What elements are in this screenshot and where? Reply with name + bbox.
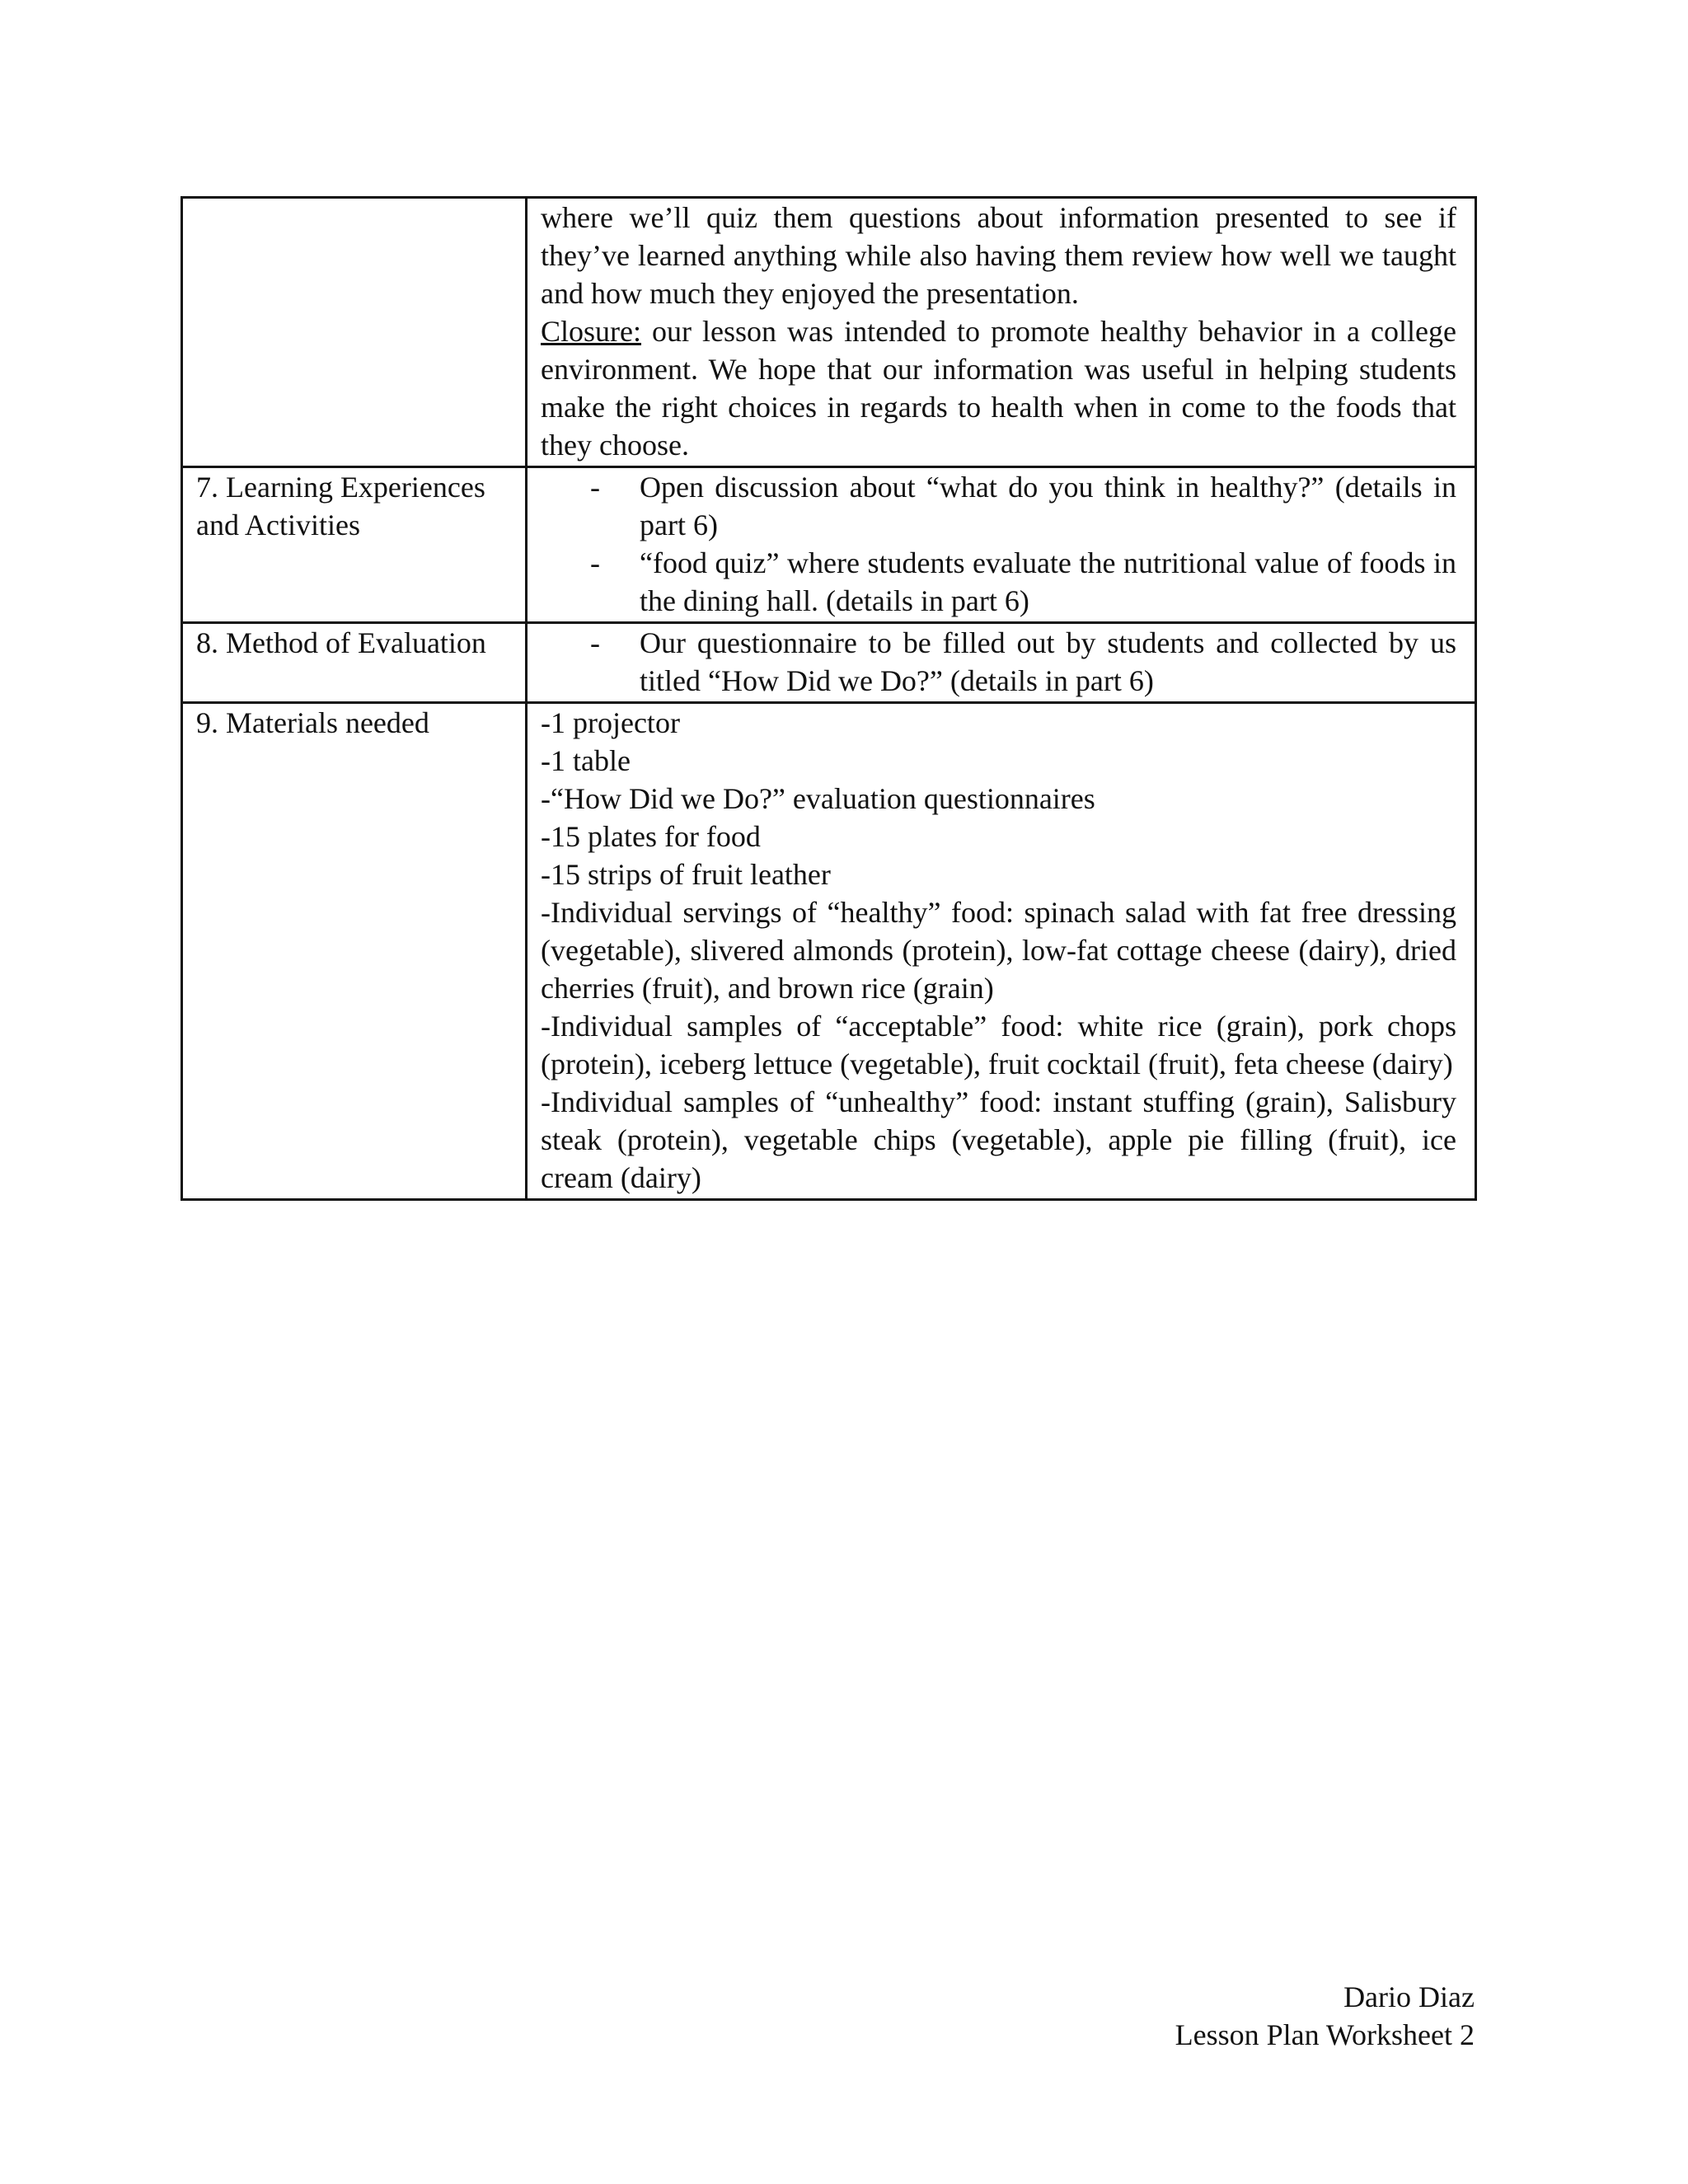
row-content-cell [527, 623, 1476, 703]
list-item [541, 624, 1456, 700]
evaluation-intro-text: where we’ll quiz them questions about information presented to see if they’ve learned anything while also having them review how well we taught and how much they enjoyed the presentation. [541, 201, 1456, 310]
list-item-text: “food quiz” where students evaluate the nutritional value of foods in the dining hall. (details in part 6) [640, 546, 1456, 617]
lesson-plan-table [181, 196, 1477, 1201]
material-line: -“How Did we Do?” evaluation questionnaires [541, 782, 1095, 815]
closure-text: our lesson was intended to promote healthy behavior in a college environment. We hope that our information was useful in helping students make the right choices in regards to health when in come to the foods that they choose. [541, 315, 1456, 462]
table-row-method-of-evaluation [182, 623, 1476, 703]
material-line: -1 table [541, 744, 631, 777]
footer-author: Dario Diaz [1343, 1980, 1475, 2013]
list-item-text: Open discussion about “what do you think in healthy?” (details in part 6) [640, 471, 1456, 541]
table-row-learning-experiences [182, 467, 1476, 623]
row-label-cell [182, 198, 527, 467]
list-item-text: Our questionnaire to be filled out by students and collected by us titled “How Did we Do?” (details in part 6) [640, 626, 1456, 697]
material-line: -1 projector [541, 706, 680, 739]
evaluation-list [541, 624, 1456, 700]
material-line: -Individual samples of “unhealthy” food: instant stuffing (grain), Salisbury steak (protein), vegetable chips (vegetable), apple pie filling (fruit), ice cream (dairy) [541, 1085, 1456, 1194]
material-line: -15 plates for food [541, 820, 761, 853]
material-line: -Individual servings of “healthy” food: spinach salad with fat free dressing (vegetable), slivered almonds (protein), low-fat cottage cheese (dairy), dried cherries (fruit), and brown rice (grain) [541, 896, 1456, 1005]
row-label-cell: 8. Method of Evaluation [182, 623, 527, 703]
closure-label: Closure: [541, 315, 641, 348]
dash-bullet: - [590, 471, 600, 504]
closure-paragraph [541, 312, 1456, 464]
material-line: -15 strips of fruit leather [541, 858, 831, 891]
list-item [541, 468, 1456, 544]
table-row-materials-needed [182, 703, 1476, 1200]
table-row-evaluation-closure [182, 198, 1476, 467]
page-footer [1175, 1978, 1475, 2054]
list-item [541, 544, 1456, 620]
row-content-cell [527, 198, 1476, 467]
dash-bullet: - [590, 546, 600, 579]
activities-list [541, 468, 1456, 620]
row-content-cell [527, 467, 1476, 623]
materials-list [541, 704, 1456, 1197]
material-line: -Individual samples of “acceptable” food: white rice (grain), pork chops (protein), iceberg lettuce (vegetable), fruit cocktail (fruit), feta cheese (dairy) [541, 1010, 1456, 1080]
footer-document-title: Lesson Plan Worksheet 2 [1175, 2018, 1475, 2051]
row-label-cell: 9. Materials needed [182, 703, 527, 1200]
row-content-cell [527, 703, 1476, 1200]
row-label-cell: 7. Learning Experiences and Activities [182, 467, 527, 623]
dash-bullet: - [590, 626, 600, 659]
